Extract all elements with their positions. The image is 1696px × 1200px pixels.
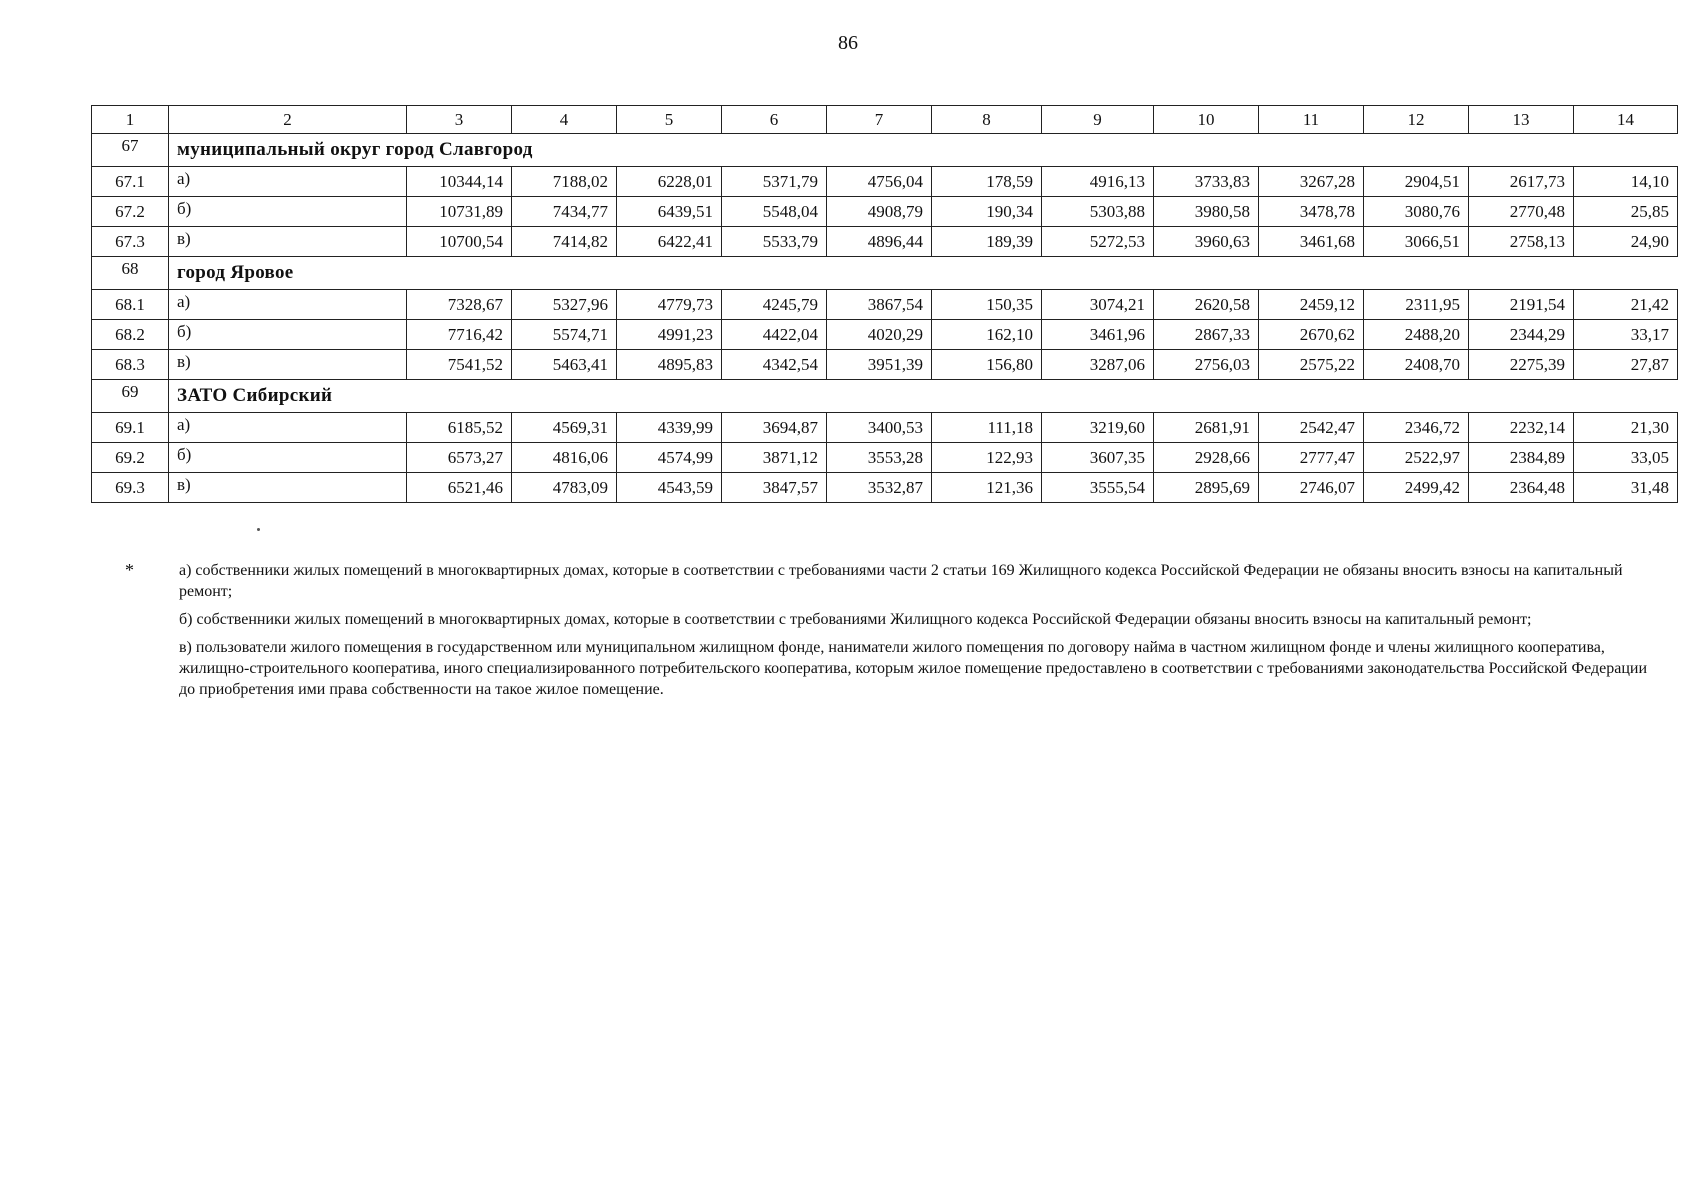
value-cell-col-3: 7541,52 bbox=[407, 350, 512, 380]
column-number-9: 9 bbox=[1042, 106, 1154, 134]
value-cell-col-11: 2670,62 bbox=[1259, 320, 1364, 350]
value-cell-col-3: 7716,42 bbox=[407, 320, 512, 350]
row-category: в) bbox=[169, 227, 407, 257]
value-cell-col-6: 4422,04 bbox=[722, 320, 827, 350]
value-cell-col-5: 4779,73 bbox=[617, 290, 722, 320]
value-cell-col-3: 6521,46 bbox=[407, 473, 512, 503]
value-cell-col-7: 3867,54 bbox=[827, 290, 932, 320]
value-cell-col-7: 3951,39 bbox=[827, 350, 932, 380]
column-number-8: 8 bbox=[932, 106, 1042, 134]
row-category: в) bbox=[169, 473, 407, 503]
value-cell-col-3: 6185,52 bbox=[407, 413, 512, 443]
row-code: 69.1 bbox=[92, 413, 169, 443]
column-number-row bbox=[92, 106, 1678, 134]
value-cell-col-3: 6573,27 bbox=[407, 443, 512, 473]
value-cell-col-12: 2408,70 bbox=[1364, 350, 1469, 380]
value-cell-col-3: 10731,89 bbox=[407, 197, 512, 227]
value-cell-col-4: 4569,31 bbox=[512, 413, 617, 443]
value-cell-col-6: 3847,57 bbox=[722, 473, 827, 503]
value-cell-col-4: 7434,77 bbox=[512, 197, 617, 227]
value-cell-col-14: 33,17 bbox=[1574, 320, 1678, 350]
value-cell-col-13: 2758,13 bbox=[1469, 227, 1574, 257]
value-cell-col-6: 3871,12 bbox=[722, 443, 827, 473]
value-cell-col-7: 4756,04 bbox=[827, 167, 932, 197]
table-row bbox=[92, 443, 1678, 473]
value-cell-col-5: 4543,59 bbox=[617, 473, 722, 503]
value-cell-col-9: 3287,06 bbox=[1042, 350, 1154, 380]
value-cell-col-3: 10700,54 bbox=[407, 227, 512, 257]
row-code: 67.1 bbox=[92, 167, 169, 197]
footnote-marker: * bbox=[125, 560, 134, 580]
table-row bbox=[92, 290, 1678, 320]
value-cell-col-8: 122,93 bbox=[932, 443, 1042, 473]
value-cell-col-14: 31,48 bbox=[1574, 473, 1678, 503]
table-row bbox=[92, 320, 1678, 350]
value-cell-col-13: 2275,39 bbox=[1469, 350, 1574, 380]
value-cell-col-6: 5371,79 bbox=[722, 167, 827, 197]
value-cell-col-13: 2617,73 bbox=[1469, 167, 1574, 197]
value-cell-col-14: 21,42 bbox=[1574, 290, 1678, 320]
value-cell-col-12: 2522,97 bbox=[1364, 443, 1469, 473]
row-code: 67.3 bbox=[92, 227, 169, 257]
row-code: 68.3 bbox=[92, 350, 169, 380]
value-cell-col-9: 5303,88 bbox=[1042, 197, 1154, 227]
section-code: 69 bbox=[92, 380, 169, 413]
value-cell-col-6: 4245,79 bbox=[722, 290, 827, 320]
value-cell-col-12: 2499,42 bbox=[1364, 473, 1469, 503]
value-cell-col-14: 14,10 bbox=[1574, 167, 1678, 197]
value-cell-col-8: 111,18 bbox=[932, 413, 1042, 443]
column-number-2: 2 bbox=[169, 106, 407, 134]
value-cell-col-14: 24,90 bbox=[1574, 227, 1678, 257]
value-cell-col-7: 4908,79 bbox=[827, 197, 932, 227]
value-cell-col-13: 2770,48 bbox=[1469, 197, 1574, 227]
value-cell-col-10: 3733,83 bbox=[1154, 167, 1259, 197]
value-cell-col-10: 3980,58 bbox=[1154, 197, 1259, 227]
row-category: в) bbox=[169, 350, 407, 380]
row-category: б) bbox=[169, 197, 407, 227]
value-cell-col-13: 2191,54 bbox=[1469, 290, 1574, 320]
column-number-13: 13 bbox=[1469, 106, 1574, 134]
value-cell-col-11: 2542,47 bbox=[1259, 413, 1364, 443]
column-number-6: 6 bbox=[722, 106, 827, 134]
column-number-11: 11 bbox=[1259, 106, 1364, 134]
row-category: а) bbox=[169, 413, 407, 443]
section-title: муниципальный округ город Славгород bbox=[169, 134, 1678, 167]
row-code: 67.2 bbox=[92, 197, 169, 227]
row-code: 69.3 bbox=[92, 473, 169, 503]
value-cell-col-12: 3080,76 bbox=[1364, 197, 1469, 227]
value-cell-col-13: 2384,89 bbox=[1469, 443, 1574, 473]
value-cell-col-11: 2777,47 bbox=[1259, 443, 1364, 473]
value-cell-col-8: 178,59 bbox=[932, 167, 1042, 197]
value-cell-col-7: 3532,87 bbox=[827, 473, 932, 503]
value-cell-col-12: 2488,20 bbox=[1364, 320, 1469, 350]
value-cell-col-11: 3461,68 bbox=[1259, 227, 1364, 257]
value-cell-col-9: 3555,54 bbox=[1042, 473, 1154, 503]
value-cell-col-10: 2756,03 bbox=[1154, 350, 1259, 380]
value-cell-col-12: 2311,95 bbox=[1364, 290, 1469, 320]
value-cell-col-9: 3607,35 bbox=[1042, 443, 1154, 473]
section-row bbox=[92, 380, 1678, 413]
value-cell-col-11: 2459,12 bbox=[1259, 290, 1364, 320]
value-cell-col-6: 5548,04 bbox=[722, 197, 827, 227]
value-cell-col-14: 25,85 bbox=[1574, 197, 1678, 227]
section-title: город Яровое bbox=[169, 257, 1678, 290]
row-code: 69.2 bbox=[92, 443, 169, 473]
value-cell-col-3: 10344,14 bbox=[407, 167, 512, 197]
value-cell-col-8: 121,36 bbox=[932, 473, 1042, 503]
row-code: 68.1 bbox=[92, 290, 169, 320]
value-cell-col-5: 4991,23 bbox=[617, 320, 722, 350]
value-cell-col-8: 156,80 bbox=[932, 350, 1042, 380]
table-row bbox=[92, 167, 1678, 197]
value-cell-col-7: 3400,53 bbox=[827, 413, 932, 443]
value-cell-col-11: 2746,07 bbox=[1259, 473, 1364, 503]
column-number-5: 5 bbox=[617, 106, 722, 134]
table-body bbox=[92, 106, 1678, 503]
value-cell-col-5: 6228,01 bbox=[617, 167, 722, 197]
value-cell-col-6: 5533,79 bbox=[722, 227, 827, 257]
value-cell-col-6: 4342,54 bbox=[722, 350, 827, 380]
value-cell-col-9: 4916,13 bbox=[1042, 167, 1154, 197]
row-category: а) bbox=[169, 290, 407, 320]
row-code: 68.2 bbox=[92, 320, 169, 350]
value-cell-col-9: 3219,60 bbox=[1042, 413, 1154, 443]
value-cell-col-10: 2895,69 bbox=[1154, 473, 1259, 503]
column-number-4: 4 bbox=[512, 106, 617, 134]
footnote-item-v: в) пользователи жилого помещения в государственном или муниципальном жилищном фонде, наниматели жилого помещения по договору найма в частном жилищном фонде и члены жилищного кооператива, жилищно-строительного кооператива, иного специализированного потребительского кооператива, которым жилое помещение предоставлено в соответствии с требованиями законодательства Российской Федерации до приобретения ими права собственности на такое жилое помещение. bbox=[179, 639, 1648, 698]
value-cell-col-10: 2681,91 bbox=[1154, 413, 1259, 443]
section-code: 67 bbox=[92, 134, 169, 167]
column-number-10: 10 bbox=[1154, 106, 1259, 134]
value-cell-col-4: 4783,09 bbox=[512, 473, 617, 503]
value-cell-col-9: 3074,21 bbox=[1042, 290, 1154, 320]
section-row bbox=[92, 257, 1678, 290]
value-cell-col-5: 4574,99 bbox=[617, 443, 722, 473]
value-cell-col-7: 4020,29 bbox=[827, 320, 932, 350]
table-row bbox=[92, 473, 1678, 503]
value-cell-col-14: 21,30 bbox=[1574, 413, 1678, 443]
value-cell-col-3: 7328,67 bbox=[407, 290, 512, 320]
value-cell-col-12: 3066,51 bbox=[1364, 227, 1469, 257]
value-cell-col-4: 5327,96 bbox=[512, 290, 617, 320]
value-cell-col-5: 4895,83 bbox=[617, 350, 722, 380]
column-number-3: 3 bbox=[407, 106, 512, 134]
value-cell-col-4: 7414,82 bbox=[512, 227, 617, 257]
value-cell-col-14: 27,87 bbox=[1574, 350, 1678, 380]
value-cell-col-8: 189,39 bbox=[932, 227, 1042, 257]
footnote-item-b: б) собственники жилых помещений в многоквартирных домах, которые в соответствии с требованиями Жилищного кодекса Российской Федерации обязаны вносить взносы на капитальный ремонт; bbox=[179, 611, 1532, 628]
value-cell-col-11: 3267,28 bbox=[1259, 167, 1364, 197]
value-cell-col-8: 162,10 bbox=[932, 320, 1042, 350]
column-number-7: 7 bbox=[827, 106, 932, 134]
value-cell-col-5: 6422,41 bbox=[617, 227, 722, 257]
footnote-block bbox=[125, 560, 1655, 707]
value-cell-col-4: 5463,41 bbox=[512, 350, 617, 380]
scan-speck bbox=[257, 528, 260, 531]
value-cell-col-9: 3461,96 bbox=[1042, 320, 1154, 350]
value-cell-col-10: 3960,63 bbox=[1154, 227, 1259, 257]
value-cell-col-7: 3553,28 bbox=[827, 443, 932, 473]
value-cell-col-10: 2867,33 bbox=[1154, 320, 1259, 350]
column-number-12: 12 bbox=[1364, 106, 1469, 134]
column-number-1: 1 bbox=[92, 106, 169, 134]
value-cell-col-10: 2620,58 bbox=[1154, 290, 1259, 320]
value-cell-col-13: 2232,14 bbox=[1469, 413, 1574, 443]
value-cell-col-10: 2928,66 bbox=[1154, 443, 1259, 473]
value-cell-col-5: 6439,51 bbox=[617, 197, 722, 227]
section-title: ЗАТО Сибирский bbox=[169, 380, 1678, 413]
page-number: 86 bbox=[838, 32, 858, 54]
value-cell-col-14: 33,05 bbox=[1574, 443, 1678, 473]
row-category: а) bbox=[169, 167, 407, 197]
value-cell-col-6: 3694,87 bbox=[722, 413, 827, 443]
footnote-item-a: а) собственники жилых помещений в многоквартирных домах, которые в соответствии с требованиями части 2 статьи 169 Жилищного кодекса Российской Федерации не обязаны вносить взносы на капитальный ремонт; bbox=[179, 562, 1623, 600]
value-cell-col-7: 4896,44 bbox=[827, 227, 932, 257]
value-cell-col-13: 2364,48 bbox=[1469, 473, 1574, 503]
value-cell-col-9: 5272,53 bbox=[1042, 227, 1154, 257]
column-number-14: 14 bbox=[1574, 106, 1678, 134]
row-category: б) bbox=[169, 443, 407, 473]
section-code: 68 bbox=[92, 257, 169, 290]
value-cell-col-8: 190,34 bbox=[932, 197, 1042, 227]
table-row bbox=[92, 413, 1678, 443]
value-cell-col-11: 2575,22 bbox=[1259, 350, 1364, 380]
value-cell-col-5: 4339,99 bbox=[617, 413, 722, 443]
table-row bbox=[92, 197, 1678, 227]
tariff-table bbox=[91, 105, 1678, 503]
value-cell-col-13: 2344,29 bbox=[1469, 320, 1574, 350]
table-row bbox=[92, 227, 1678, 257]
section-row bbox=[92, 134, 1678, 167]
value-cell-col-4: 4816,06 bbox=[512, 443, 617, 473]
row-category: б) bbox=[169, 320, 407, 350]
value-cell-col-4: 7188,02 bbox=[512, 167, 617, 197]
value-cell-col-8: 150,35 bbox=[932, 290, 1042, 320]
table-row bbox=[92, 350, 1678, 380]
value-cell-col-11: 3478,78 bbox=[1259, 197, 1364, 227]
value-cell-col-12: 2904,51 bbox=[1364, 167, 1469, 197]
value-cell-col-4: 5574,71 bbox=[512, 320, 617, 350]
value-cell-col-12: 2346,72 bbox=[1364, 413, 1469, 443]
